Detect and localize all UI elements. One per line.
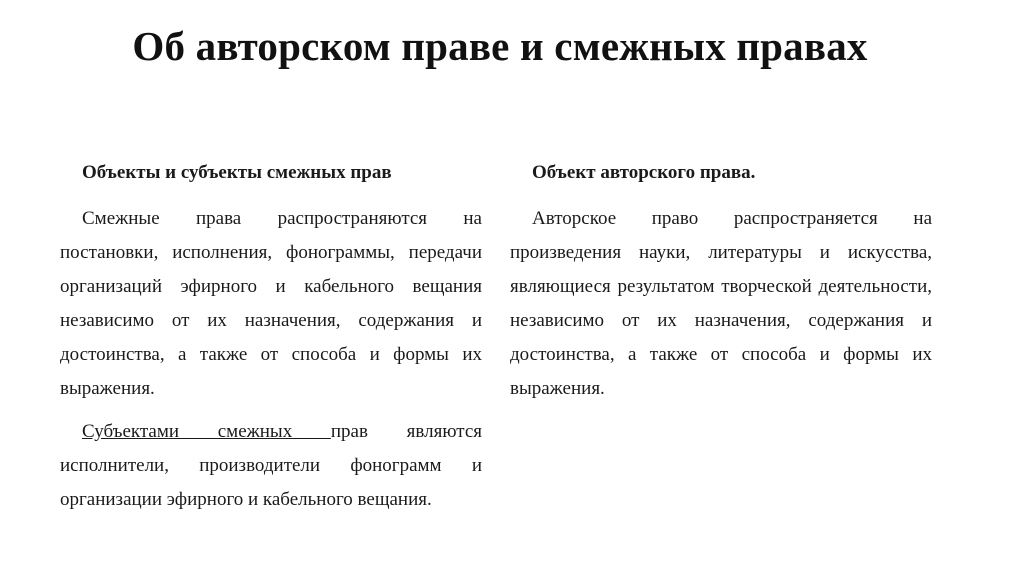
underlined-term: Субъектами смежных bbox=[82, 421, 331, 442]
left-paragraph-1: Смежные права распространяются на постановки, исполнения, фонограммы, передачи организаций эфирного и кабельного вещания независимо от их назначения, содержания и достоинства, а также от способа и формы их выражения. bbox=[60, 208, 482, 399]
right-paragraph-1: Авторское право распространяется на произведения науки, литературы и искусства, являющиеся результатом творческой деятельности, независимо от их назначения, содержания и достоинства, а также от способа и формы их выражения. bbox=[510, 208, 932, 399]
left-column bbox=[60, 160, 482, 526]
slide-title: Об авторском праве и смежных правах bbox=[132, 23, 868, 69]
left-column-heading: Объекты и субъекты смежных прав bbox=[82, 162, 392, 183]
right-column bbox=[510, 160, 932, 415]
right-column-heading: Объект авторского права. bbox=[532, 162, 756, 183]
left-paragraph-2 bbox=[60, 415, 482, 517]
left-paragraph-2-rest: прав являются исполнители, производители фонограмм и организации эфирного и кабельного вещания. bbox=[60, 421, 482, 510]
